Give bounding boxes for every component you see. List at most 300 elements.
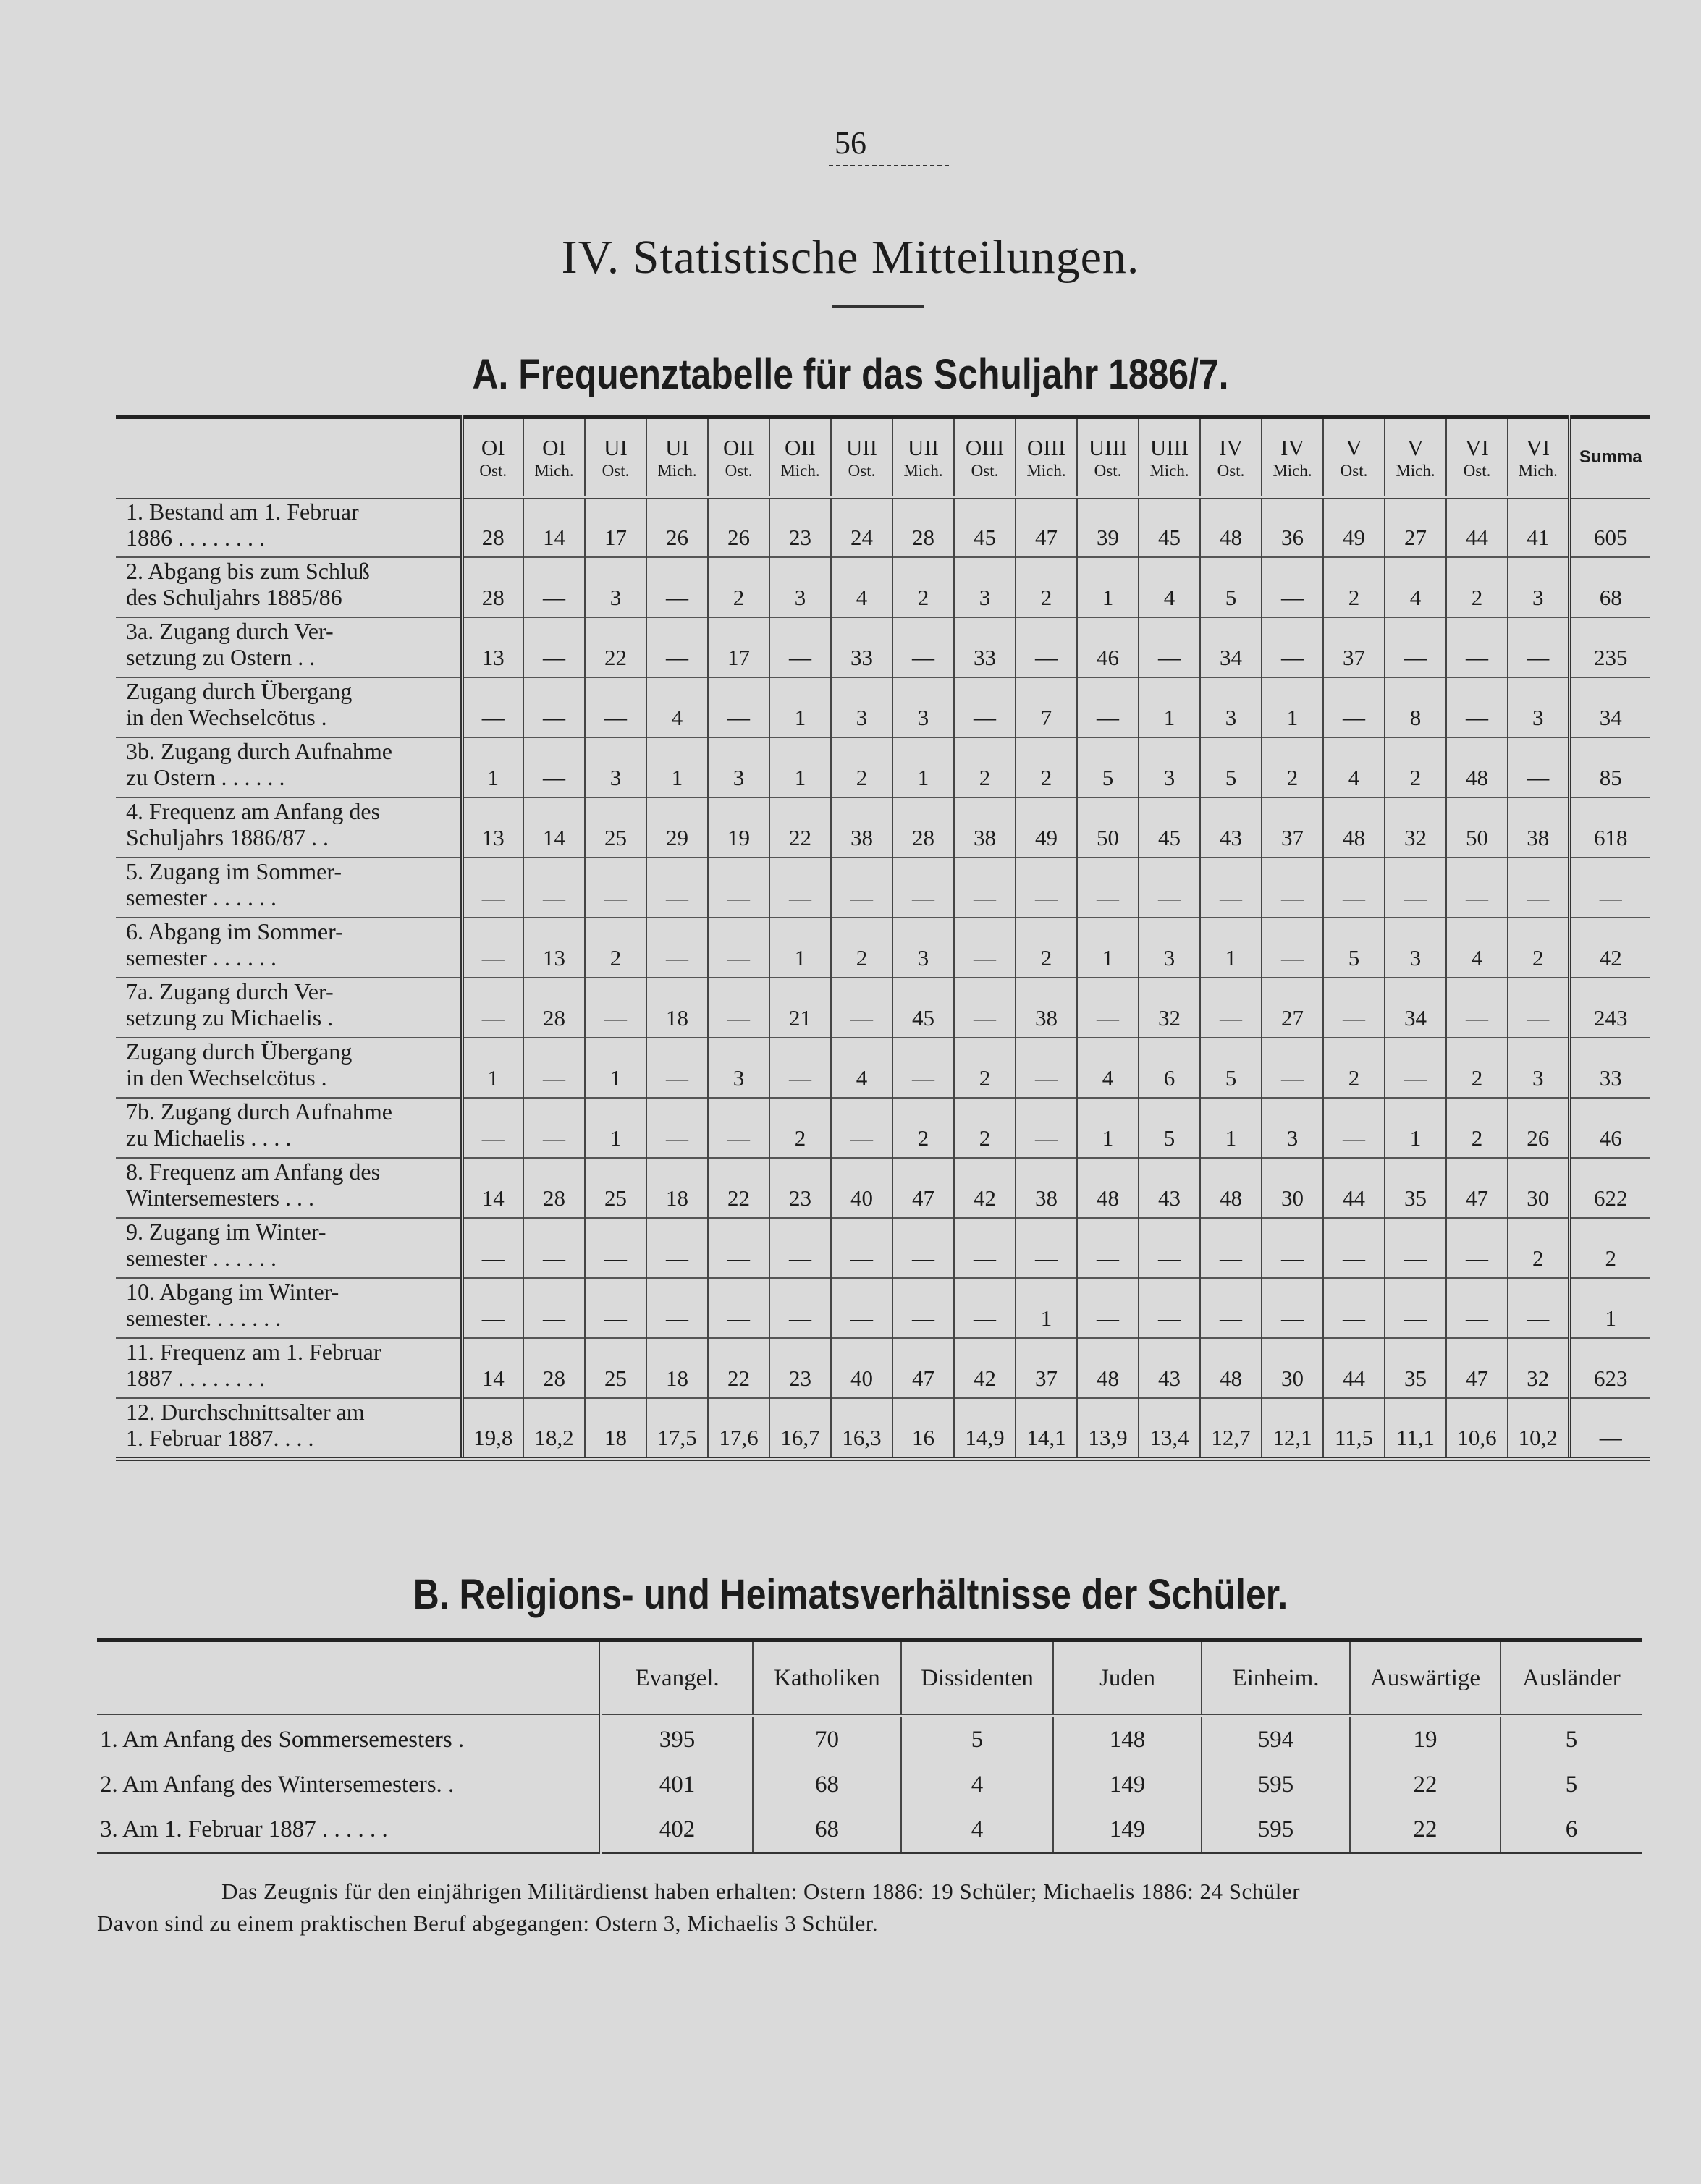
sum-cell: 85 <box>1569 737 1650 797</box>
table-cell: — <box>892 1218 954 1278</box>
term-name: Mich. <box>903 462 943 480</box>
sum-cell: 618 <box>1569 797 1650 858</box>
table-cell: — <box>892 1038 954 1098</box>
row-label-line: 1. Bestand am 1. Februar <box>126 499 359 525</box>
row-label-line: setzung zu Ostern . . <box>126 644 316 670</box>
table-cell: — <box>646 557 708 617</box>
table-cell: — <box>1385 1278 1446 1338</box>
row-label-line: 1886 . . . . . . . . <box>126 525 265 551</box>
table-cell: 3 <box>585 737 646 797</box>
table-cell: 5 <box>901 1716 1053 1762</box>
table-cell: — <box>708 978 769 1038</box>
table-cell: 24 <box>831 497 892 557</box>
table-cell: — <box>462 1098 523 1158</box>
table-cell: — <box>1200 858 1262 918</box>
religion-table <box>97 1638 1642 1854</box>
table-cell: — <box>831 1278 892 1338</box>
class-name: IV <box>1219 435 1243 460</box>
table-cell: 14 <box>462 1158 523 1218</box>
frequency-table <box>116 415 1650 1461</box>
term-name: Ost. <box>1340 462 1368 480</box>
row-label <box>116 797 462 858</box>
row-label <box>116 617 462 677</box>
table-cell: — <box>831 1218 892 1278</box>
table-cell: 26 <box>708 497 769 557</box>
table-cell: — <box>523 1038 585 1098</box>
class-name: VI <box>1465 435 1489 460</box>
table-cell: 148 <box>1053 1716 1202 1762</box>
sum-cell: 2 <box>1569 1218 1650 1278</box>
table-cell: 38 <box>1016 978 1077 1038</box>
table-cell: 10,6 <box>1446 1398 1508 1459</box>
sum-cell: 1 <box>1569 1278 1650 1338</box>
table-row <box>116 1158 1650 1218</box>
table-cell: 34 <box>1385 978 1446 1038</box>
table-cell: 13,4 <box>1139 1398 1200 1459</box>
table-cell: 5 <box>1500 1716 1642 1762</box>
table-cell: 50 <box>1446 797 1508 858</box>
table-cell: 1 <box>769 918 831 978</box>
class-column-header <box>892 418 954 498</box>
table-cell: 28 <box>892 497 954 557</box>
table-cell: — <box>954 1218 1016 1278</box>
table-cell: — <box>1262 1218 1323 1278</box>
table-cell: 1 <box>1200 1098 1262 1158</box>
table-cell: 149 <box>1053 1762 1202 1807</box>
table-cell: 68 <box>753 1762 901 1807</box>
table-cell: — <box>892 1278 954 1338</box>
table-cell: — <box>585 677 646 737</box>
class-name: VI <box>1526 435 1550 460</box>
table-cell: 3 <box>1262 1098 1323 1158</box>
column-header: Auswärtige <box>1350 1641 1500 1717</box>
table-cell: 2 <box>892 1098 954 1158</box>
table-cell: — <box>1323 1218 1385 1278</box>
table-cell: 39 <box>1077 497 1139 557</box>
table-cell: — <box>462 858 523 918</box>
table-cell: — <box>1139 1278 1200 1338</box>
table-cell: 1 <box>462 1038 523 1098</box>
table-cell: 26 <box>646 497 708 557</box>
table-row <box>97 1762 1642 1807</box>
table-cell: 17 <box>585 497 646 557</box>
row-label-line: semester . . . . . . <box>126 1245 277 1271</box>
row-label-line: 9. Zugang im Winter- <box>126 1219 326 1245</box>
religion-table-header <box>97 1641 1642 1717</box>
table-cell: 2 <box>1508 1218 1569 1278</box>
table-cell: 2 <box>708 557 769 617</box>
table-cell: 27 <box>1262 978 1323 1038</box>
table-cell: — <box>646 1098 708 1158</box>
table-cell: 22 <box>708 1158 769 1218</box>
table-cell: 4 <box>1446 918 1508 978</box>
table-cell: 29 <box>646 797 708 858</box>
table-cell: 3 <box>892 677 954 737</box>
table-cell: — <box>954 1278 1016 1338</box>
table-cell: 22 <box>769 797 831 858</box>
table-cell: — <box>1262 557 1323 617</box>
row-label-line: 12. Durchschnittsalter am <box>126 1399 365 1425</box>
table-cell: 25 <box>585 797 646 858</box>
class-name: UIII <box>1088 435 1128 460</box>
table-cell: 2 <box>831 737 892 797</box>
term-name: Mich. <box>657 462 697 480</box>
table-cell: 22 <box>1350 1762 1500 1807</box>
table-cell: 1 <box>1077 1098 1139 1158</box>
table-cell: 38 <box>954 797 1016 858</box>
table-cell: — <box>1446 978 1508 1038</box>
table-cell: 45 <box>892 978 954 1038</box>
page-number-rule <box>829 165 949 166</box>
class-column-header <box>1262 418 1323 498</box>
term-name: Mich. <box>1396 462 1435 480</box>
table-cell: 6 <box>1139 1038 1200 1098</box>
table-cell: 4 <box>646 677 708 737</box>
row-label <box>116 497 462 557</box>
row-label-line: Zugang durch Übergang <box>126 1038 353 1065</box>
table-cell: — <box>1262 858 1323 918</box>
sum-cell: 623 <box>1569 1338 1650 1398</box>
table-row <box>116 497 1650 557</box>
table-cell: 70 <box>753 1716 901 1762</box>
table-cell: 13 <box>462 797 523 858</box>
table-cell: 1 <box>1077 918 1139 978</box>
table-cell: — <box>1446 1278 1508 1338</box>
sum-cell: 68 <box>1569 557 1650 617</box>
class-name: UII <box>845 435 878 460</box>
table-cell: 30 <box>1262 1338 1323 1398</box>
table-cell: — <box>462 1278 523 1338</box>
row-label-line: 4. Frequenz am Anfang des <box>126 798 381 824</box>
table-cell: — <box>1508 1278 1569 1338</box>
table-row <box>116 1278 1650 1338</box>
table-cell: 19 <box>1350 1716 1500 1762</box>
table-cell: 28 <box>462 497 523 557</box>
table-cell: 42 <box>954 1158 1016 1218</box>
row-label-line: 8. Frequenz am Anfang des <box>126 1159 381 1185</box>
table-cell: 33 <box>954 617 1016 677</box>
table-cell: 1 <box>1077 557 1139 617</box>
table-row <box>116 918 1650 978</box>
table-cell: 34 <box>1200 617 1262 677</box>
table-cell: — <box>1139 617 1200 677</box>
class-column-header <box>1139 418 1200 498</box>
sum-cell: 622 <box>1569 1158 1650 1218</box>
table-cell: — <box>1323 1098 1385 1158</box>
table-cell: 3 <box>954 557 1016 617</box>
table-cell: 40 <box>831 1338 892 1398</box>
sum-cell: 46 <box>1569 1098 1650 1158</box>
sum-cell: 605 <box>1569 497 1650 557</box>
table-cell: 395 <box>601 1716 753 1762</box>
table-cell: 2 <box>1446 1038 1508 1098</box>
row-label-line: Schuljahrs 1886/87 . . <box>126 824 329 850</box>
table-cell: 4 <box>1385 557 1446 617</box>
row-label-header <box>116 418 462 498</box>
class-name: IV <box>1280 435 1304 460</box>
term-name: Mich. <box>534 462 574 480</box>
table-cell: — <box>892 617 954 677</box>
class-column-header <box>462 418 523 498</box>
table-row <box>116 1038 1650 1098</box>
row-label <box>116 1338 462 1398</box>
table-cell: 47 <box>1446 1158 1508 1218</box>
table-b-title: B. Religions- und Heimatsverhältnisse der Schüler. <box>413 1571 1288 1618</box>
table-cell: 5 <box>1323 918 1385 978</box>
term-name: Ost. <box>602 462 630 480</box>
table-cell: — <box>523 1098 585 1158</box>
table-cell: 30 <box>1262 1158 1323 1218</box>
table-cell: — <box>1385 617 1446 677</box>
table-cell: 5 <box>1500 1762 1642 1807</box>
table-row <box>116 1398 1650 1459</box>
table-row <box>116 1218 1650 1278</box>
table-row <box>97 1716 1642 1762</box>
table-cell: 5 <box>1077 737 1139 797</box>
table-cell: 48 <box>1077 1338 1139 1398</box>
table-cell: — <box>523 557 585 617</box>
table-cell: 3 <box>769 557 831 617</box>
table-cell: 2 <box>1385 737 1446 797</box>
table-cell: 37 <box>1262 797 1323 858</box>
class-name: UI <box>665 435 689 460</box>
table-cell: 12,1 <box>1262 1398 1323 1459</box>
table-cell: 42 <box>954 1338 1016 1398</box>
row-label-line: 10. Abgang im Winter- <box>126 1279 339 1305</box>
table-cell: 3 <box>708 737 769 797</box>
table-cell: 4 <box>1077 1038 1139 1098</box>
table-cell: — <box>1016 1038 1077 1098</box>
table-cell: 16,7 <box>769 1398 831 1459</box>
table-cell: — <box>646 1218 708 1278</box>
table-cell: — <box>523 858 585 918</box>
table-cell: — <box>1508 737 1569 797</box>
class-column-header <box>523 418 585 498</box>
table-cell: 3 <box>1508 557 1569 617</box>
term-name: Ost. <box>1463 462 1491 480</box>
term-name: Mich. <box>1026 462 1066 480</box>
table-cell: 3 <box>1508 1038 1569 1098</box>
table-cell: — <box>1323 858 1385 918</box>
table-cell: 401 <box>601 1762 753 1807</box>
class-column-header <box>1016 418 1077 498</box>
row-label-line: 3a. Zugang durch Ver- <box>126 618 334 644</box>
table-cell: 2 <box>1446 557 1508 617</box>
table-cell: — <box>1262 1038 1323 1098</box>
row-label <box>116 858 462 918</box>
table-cell: — <box>523 677 585 737</box>
table-cell: 48 <box>1200 497 1262 557</box>
term-name: Ost. <box>1094 462 1122 480</box>
table-cell: 46 <box>1077 617 1139 677</box>
table-cell: 5 <box>1200 1038 1262 1098</box>
class-column-header <box>1077 418 1139 498</box>
column-header: Dissidenten <box>901 1641 1053 1717</box>
table-cell: 36 <box>1262 497 1323 557</box>
table-cell: 14,1 <box>1016 1398 1077 1459</box>
row-label-line: semester . . . . . . <box>126 884 277 910</box>
table-cell: — <box>769 1038 831 1098</box>
table-cell: — <box>1139 1218 1200 1278</box>
table-cell: 28 <box>462 557 523 617</box>
table-cell: 22 <box>708 1338 769 1398</box>
table-cell: — <box>892 858 954 918</box>
class-name: V <box>1407 435 1424 460</box>
table-cell: — <box>1016 1218 1077 1278</box>
table-cell: 13 <box>462 617 523 677</box>
table-cell: 41 <box>1508 497 1569 557</box>
table-cell: 149 <box>1053 1807 1202 1853</box>
table-cell: 19,8 <box>462 1398 523 1459</box>
table-cell: 43 <box>1200 797 1262 858</box>
row-label-line: 5. Zugang im Sommer- <box>126 858 342 884</box>
term-name: Mich. <box>780 462 820 480</box>
table-cell: 4 <box>901 1807 1053 1853</box>
term-name: Ost. <box>848 462 876 480</box>
table-cell: 44 <box>1323 1158 1385 1218</box>
table-cell: 22 <box>1350 1807 1500 1853</box>
table-cell: 2 <box>1323 1038 1385 1098</box>
table-row <box>116 677 1650 737</box>
table-cell: — <box>708 918 769 978</box>
table-cell: 38 <box>831 797 892 858</box>
table-cell: — <box>769 1218 831 1278</box>
table-cell: — <box>1508 978 1569 1038</box>
row-label <box>116 1098 462 1158</box>
table-cell: 48 <box>1446 737 1508 797</box>
table-cell: — <box>1077 978 1139 1038</box>
table-cell: — <box>462 677 523 737</box>
table-cell: 23 <box>769 497 831 557</box>
class-column-header <box>1323 418 1385 498</box>
table-cell: 21 <box>769 978 831 1038</box>
table-cell: — <box>831 978 892 1038</box>
table-cell: 402 <box>601 1807 753 1853</box>
table-cell: 1 <box>769 737 831 797</box>
table-cell: 30 <box>1508 1158 1569 1218</box>
row-label <box>116 918 462 978</box>
table-cell: — <box>1323 677 1385 737</box>
table-cell: — <box>769 858 831 918</box>
table-cell: 2 <box>585 918 646 978</box>
table-cell: 22 <box>585 617 646 677</box>
table-cell: 23 <box>769 1338 831 1398</box>
row-label <box>116 1038 462 1098</box>
table-cell: — <box>1262 918 1323 978</box>
row-label-line: Wintersemesters . . . <box>126 1185 314 1211</box>
table-cell: — <box>1508 858 1569 918</box>
table-cell: 2 <box>1262 737 1323 797</box>
table-cell: — <box>462 978 523 1038</box>
table-row <box>116 797 1650 858</box>
section-title-rule <box>832 305 924 308</box>
table-cell: — <box>1077 1278 1139 1338</box>
sum-cell: 42 <box>1569 918 1650 978</box>
class-name: OII <box>784 435 816 460</box>
table-cell: 16 <box>892 1398 954 1459</box>
class-column-header <box>708 418 769 498</box>
table-cell: 3 <box>1139 737 1200 797</box>
term-name: Ost. <box>479 462 507 480</box>
table-cell: — <box>1385 1218 1446 1278</box>
table-cell: — <box>769 1278 831 1338</box>
table-cell: — <box>1446 677 1508 737</box>
table-cell: 18 <box>585 1398 646 1459</box>
row-label-line: 7a. Zugang durch Ver- <box>126 978 334 1004</box>
table-cell: — <box>708 1098 769 1158</box>
row-label: 1. Am Anfang des Sommersemesters . <box>97 1716 601 1762</box>
table-cell: — <box>1139 858 1200 918</box>
table-cell: 48 <box>1323 797 1385 858</box>
class-column-header <box>1508 418 1569 498</box>
table-cell: — <box>1323 978 1385 1038</box>
term-name: Ost. <box>1217 462 1245 480</box>
table-cell: 2 <box>1016 918 1077 978</box>
table-cell: 50 <box>1077 797 1139 858</box>
table-cell: 47 <box>1016 497 1077 557</box>
row-label-line: 7b. Zugang durch Aufnahme <box>126 1099 392 1125</box>
table-cell: — <box>708 677 769 737</box>
table-cell: 44 <box>1446 497 1508 557</box>
table-cell: 1 <box>1262 677 1323 737</box>
table-cell: 2 <box>1446 1098 1508 1158</box>
row-label-line: semester . . . . . . <box>126 944 277 970</box>
table-cell: — <box>831 858 892 918</box>
class-name: OI <box>542 435 566 460</box>
table-cell: 2 <box>1016 557 1077 617</box>
column-header: Katholiken <box>753 1641 901 1717</box>
class-column-header <box>585 418 646 498</box>
table-cell: — <box>1385 858 1446 918</box>
sum-cell: — <box>1569 858 1650 918</box>
table-cell: 11,5 <box>1323 1398 1385 1459</box>
table-cell: — <box>1262 1278 1323 1338</box>
row-label-line: in den Wechselcötus . <box>126 704 327 730</box>
table-cell: 2 <box>892 557 954 617</box>
sum-cell: 235 <box>1569 617 1650 677</box>
table-cell: 43 <box>1139 1158 1200 1218</box>
table-cell: 2 <box>831 918 892 978</box>
table-cell: 14 <box>462 1338 523 1398</box>
table-cell: 3 <box>1200 677 1262 737</box>
table-cell: 18 <box>646 1338 708 1398</box>
table-cell: — <box>1446 617 1508 677</box>
table-cell: 3 <box>1508 677 1569 737</box>
table-cell: 18 <box>646 1158 708 1218</box>
table-cell: 25 <box>585 1158 646 1218</box>
row-label: 3. Am 1. Februar 1887 . . . . . . <box>100 1816 388 1842</box>
row-label <box>116 1398 462 1459</box>
table-row <box>116 1338 1650 1398</box>
table-cell: — <box>1262 617 1323 677</box>
table-cell: 3 <box>1139 918 1200 978</box>
table-cell: 1 <box>1016 1278 1077 1338</box>
class-column-header <box>1385 418 1446 498</box>
table-cell: 1 <box>769 677 831 737</box>
table-cell: 48 <box>1200 1158 1262 1218</box>
table-cell: 3 <box>892 918 954 978</box>
table-cell: — <box>462 1218 523 1278</box>
table-cell: 594 <box>1202 1716 1350 1762</box>
table-cell: 47 <box>892 1158 954 1218</box>
row-label-line: 6. Abgang im Sommer- <box>126 918 343 944</box>
table-cell: — <box>462 918 523 978</box>
table-cell: 7 <box>1016 677 1077 737</box>
row-label-line: 11. Frequenz am 1. Februar <box>126 1339 381 1365</box>
class-name: OIII <box>1026 435 1066 460</box>
table-cell: — <box>523 1278 585 1338</box>
column-header: Evangel. <box>601 1641 753 1717</box>
